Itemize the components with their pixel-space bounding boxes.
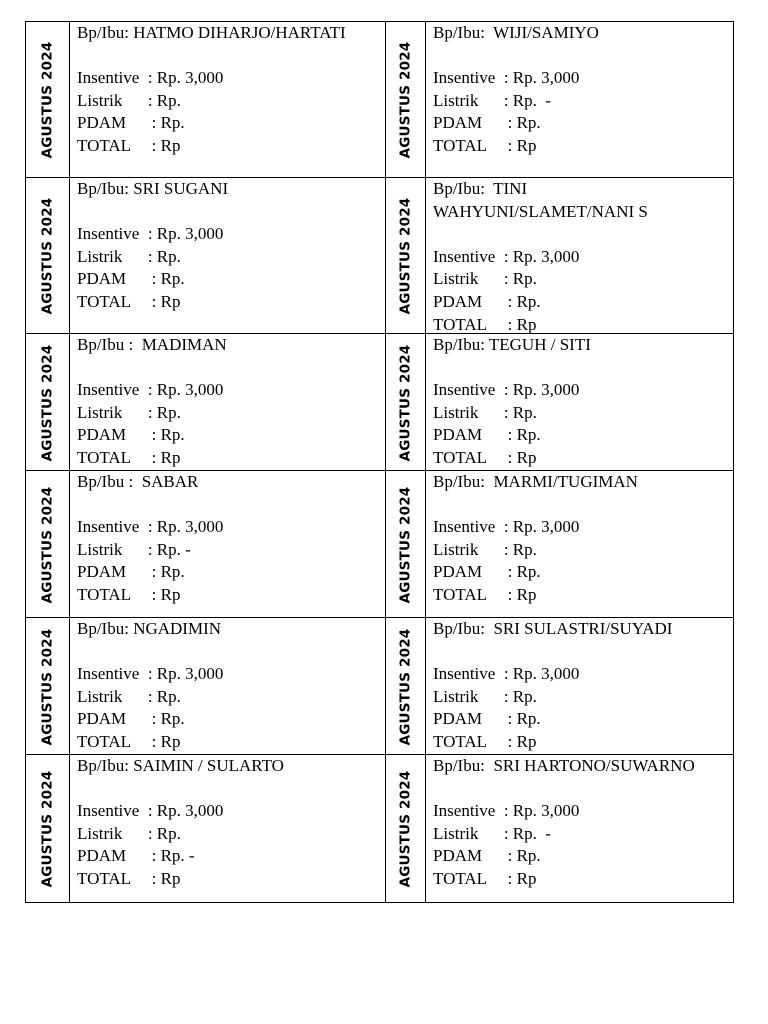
- total-line: TOTAL : Rp: [77, 447, 181, 467]
- receipt-card-left: [70, 755, 386, 902]
- total-line: TOTAL : Rp: [77, 291, 181, 311]
- listrik-line: Listrik : Rp. -: [77, 539, 191, 559]
- insentive-line: Insentive : Rp. 3,000: [433, 380, 580, 400]
- pdam-line: PDAM : Rp.: [433, 425, 541, 445]
- listrik-line: Listrik : Rp. -: [433, 90, 552, 110]
- resident-name: Bp/Ibu: SRI HARTONO/SUWARNO: [433, 756, 695, 775]
- insentive-line: Insentive : Rp. 3,000: [77, 517, 224, 537]
- resident-name: Bp/Ibu: SRI SULASTRI/SUYADI: [433, 619, 673, 638]
- receipt-card-right: [426, 618, 733, 755]
- insentive-line: Insentive : Rp. 3,000: [77, 380, 224, 400]
- pdam-line: PDAM : Rp.: [433, 562, 541, 582]
- insentive-line: Insentive : Rp. 3,000: [77, 68, 224, 88]
- insentive-line: Insentive : Rp. 3,000: [433, 664, 580, 684]
- pdam-line: PDAM : Rp.: [433, 113, 541, 133]
- receipt-sheet: [25, 21, 734, 903]
- month-label-right: AGUSTUS 2024: [386, 618, 426, 755]
- total-line: TOTAL : Rp: [77, 868, 181, 888]
- month-label-left: AGUSTUS 2024: [26, 618, 70, 755]
- listrik-line: Listrik : Rp.: [433, 686, 537, 706]
- receipt-row: [26, 617, 733, 755]
- receipt-card-left: [70, 22, 386, 178]
- total-line: TOTAL : Rp: [433, 584, 537, 604]
- receipt-card-right: [426, 22, 733, 178]
- pdam-line: PDAM : Rp.: [433, 291, 541, 311]
- month-label-left: AGUSTUS 2024: [26, 178, 70, 334]
- resident-name: Bp/Ibu : SABAR: [77, 472, 199, 491]
- total-line: TOTAL : Rp: [433, 447, 537, 467]
- listrik-line: Listrik : Rp. -: [433, 823, 552, 843]
- insentive-line: Insentive : Rp. 3,000: [77, 664, 224, 684]
- resident-name: Bp/Ibu: MARMI/TUGIMAN: [433, 472, 638, 491]
- pdam-line: PDAM : Rp.: [433, 846, 541, 866]
- insentive-line: Insentive : Rp. 3,000: [433, 68, 580, 88]
- receipt-card-left: [70, 618, 386, 755]
- receipt-card-right: [426, 755, 733, 902]
- receipt-card-left: [70, 178, 386, 334]
- listrik-line: Listrik : Rp.: [77, 823, 181, 843]
- total-line: TOTAL : Rp: [77, 135, 181, 155]
- total-line: TOTAL : Rp: [433, 135, 537, 155]
- receipt-row: [26, 470, 733, 618]
- insentive-line: Insentive : Rp. 3,000: [433, 517, 580, 537]
- total-line: TOTAL : Rp: [77, 731, 181, 751]
- month-label-right: AGUSTUS 2024: [386, 178, 426, 334]
- resident-name: Bp/Ibu: NGADIMIN: [77, 619, 222, 638]
- total-line: TOTAL : Rp: [433, 314, 537, 334]
- listrik-line: Listrik : Rp.: [77, 90, 181, 110]
- resident-name-continued: WAHYUNI/SLAMET/NANI S: [433, 201, 648, 221]
- listrik-line: Listrik : Rp.: [77, 402, 181, 422]
- receipt-card-left: [70, 471, 386, 618]
- listrik-line: Listrik : Rp.: [77, 686, 181, 706]
- listrik-line: Listrik : Rp.: [433, 539, 537, 559]
- receipt-card-right: [426, 471, 733, 618]
- resident-name: Bp/Ibu: TEGUH / SITI: [433, 335, 591, 354]
- receipt-row: [26, 754, 733, 902]
- month-label-right: AGUSTUS 2024: [386, 22, 426, 178]
- pdam-line: PDAM : Rp.: [77, 562, 185, 582]
- pdam-line: PDAM : Rp. -: [77, 846, 195, 866]
- listrik-line: Listrik : Rp.: [433, 402, 537, 422]
- insentive-line: Insentive : Rp. 3,000: [77, 224, 224, 244]
- receipt-row: [26, 333, 733, 471]
- resident-name: Bp/Ibu: SAIMIN / SULARTO: [77, 756, 284, 775]
- pdam-line: PDAM : Rp.: [77, 709, 185, 729]
- month-label-left: AGUSTUS 2024: [26, 334, 70, 471]
- resident-name: Bp/Ibu: HATMO DIHARJO/HARTATI: [77, 23, 346, 42]
- receipt-card-right: [426, 334, 733, 471]
- pdam-line: PDAM : Rp.: [77, 113, 185, 133]
- insentive-line: Insentive : Rp. 3,000: [433, 246, 580, 266]
- insentive-line: Insentive : Rp. 3,000: [433, 801, 580, 821]
- insentive-line: Insentive : Rp. 3,000: [77, 801, 224, 821]
- resident-name: Bp/Ibu : MADIMAN: [77, 335, 227, 354]
- receipt-card-left: [70, 334, 386, 471]
- resident-name: Bp/Ibu: WIJI/SAMIYO: [433, 23, 599, 42]
- receipt-row: [26, 177, 733, 334]
- pdam-line: PDAM : Rp.: [433, 709, 541, 729]
- month-label-left: AGUSTUS 2024: [26, 755, 70, 902]
- month-label-left: AGUSTUS 2024: [26, 471, 70, 618]
- listrik-line: Listrik : Rp.: [433, 269, 537, 289]
- month-label-left: AGUSTUS 2024: [26, 22, 70, 178]
- receipt-card-right: [426, 178, 733, 334]
- total-line: TOTAL : Rp: [433, 731, 537, 751]
- month-label-right: AGUSTUS 2024: [386, 471, 426, 618]
- resident-name: Bp/Ibu: TINI: [433, 179, 528, 198]
- pdam-line: PDAM : Rp.: [77, 425, 185, 445]
- total-line: TOTAL : Rp: [433, 868, 537, 888]
- receipt-row: [26, 22, 733, 178]
- month-label-right: AGUSTUS 2024: [386, 755, 426, 902]
- pdam-line: PDAM : Rp.: [77, 269, 185, 289]
- month-label-right: AGUSTUS 2024: [386, 334, 426, 471]
- total-line: TOTAL : Rp: [77, 584, 181, 604]
- resident-name: Bp/Ibu: SRI SUGANI: [77, 179, 229, 198]
- listrik-line: Listrik : Rp.: [77, 246, 181, 266]
